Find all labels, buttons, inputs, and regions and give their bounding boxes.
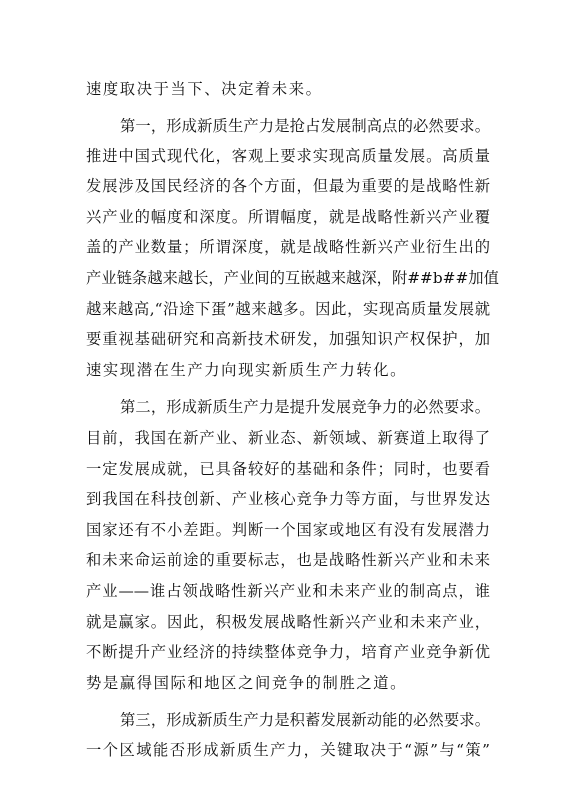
text-line: 兴产业的幅度和深度。所谓幅度，就是战略性新兴产业覆 <box>86 208 490 226</box>
text-line: 产业链条越来越长，产业间的互嵌越来越深，附##b##加值 <box>86 269 499 287</box>
text-line: 不断提升产业经济的持续整体竞争力，培育产业竞争新优 <box>86 643 490 661</box>
text-line: 发展涉及国民经济的各个方面，但最为重要的是战略性新 <box>86 177 490 195</box>
text-line: 国家还有不小差距。判断一个国家或地区有没有发展潜力 <box>86 521 490 539</box>
text-line: 势是赢得国际和地区之间竞争的制胜之道。 <box>86 674 408 692</box>
text-line: 第二，形成新质生产力是提升发展竞争力的必然要求。 <box>120 398 490 416</box>
text-line: 盖的产业数量；所谓深度，就是战略性新兴产业衍生出的 <box>86 238 490 256</box>
text-line: 推进中国式现代化，客观上要求实现高质量发展。高质量 <box>86 147 490 165</box>
text-line: 目前，我国在新产业、新业态、新领域、新赛道上取得了 <box>86 429 490 447</box>
text-line: 第一，形成新质生产力是抢占发展制高点的必然要求。 <box>120 117 490 135</box>
text-line: 到我国在科技创新、产业核心竞争力等方面，与世界发达 <box>86 490 490 508</box>
text-line: 越来越高,“沿途下蛋”越来越多。因此，实现高质量发展就 <box>86 300 490 318</box>
text-line: 和未来命运前途的重要标志，也是战略性新兴产业和未来 <box>86 551 490 569</box>
text-line: 速实现潜在生产力向现实新质生产力转化。 <box>86 361 408 379</box>
text-line: 要重视基础研究和高新技术研发，加强知识产权保护，加 <box>86 330 490 348</box>
text-line: 一个区域能否形成新质生产力，关键取决于“源”与“策” <box>86 741 490 759</box>
text-line: 一定发展成就，已具备较好的基础和条件；同时，也要看 <box>86 460 490 478</box>
text-line: 第三，形成新质生产力是积蓄发展新动能的必然要求。 <box>120 711 490 729</box>
text-line: 就是赢家。因此，积极发展战略性新兴产业和未来产业， <box>86 613 490 631</box>
text-line: 产业——谁占领战略性新兴产业和未来产业的制高点，谁 <box>86 582 490 600</box>
text-line: 速度取决于当下、决定着未来。 <box>86 80 323 98</box>
